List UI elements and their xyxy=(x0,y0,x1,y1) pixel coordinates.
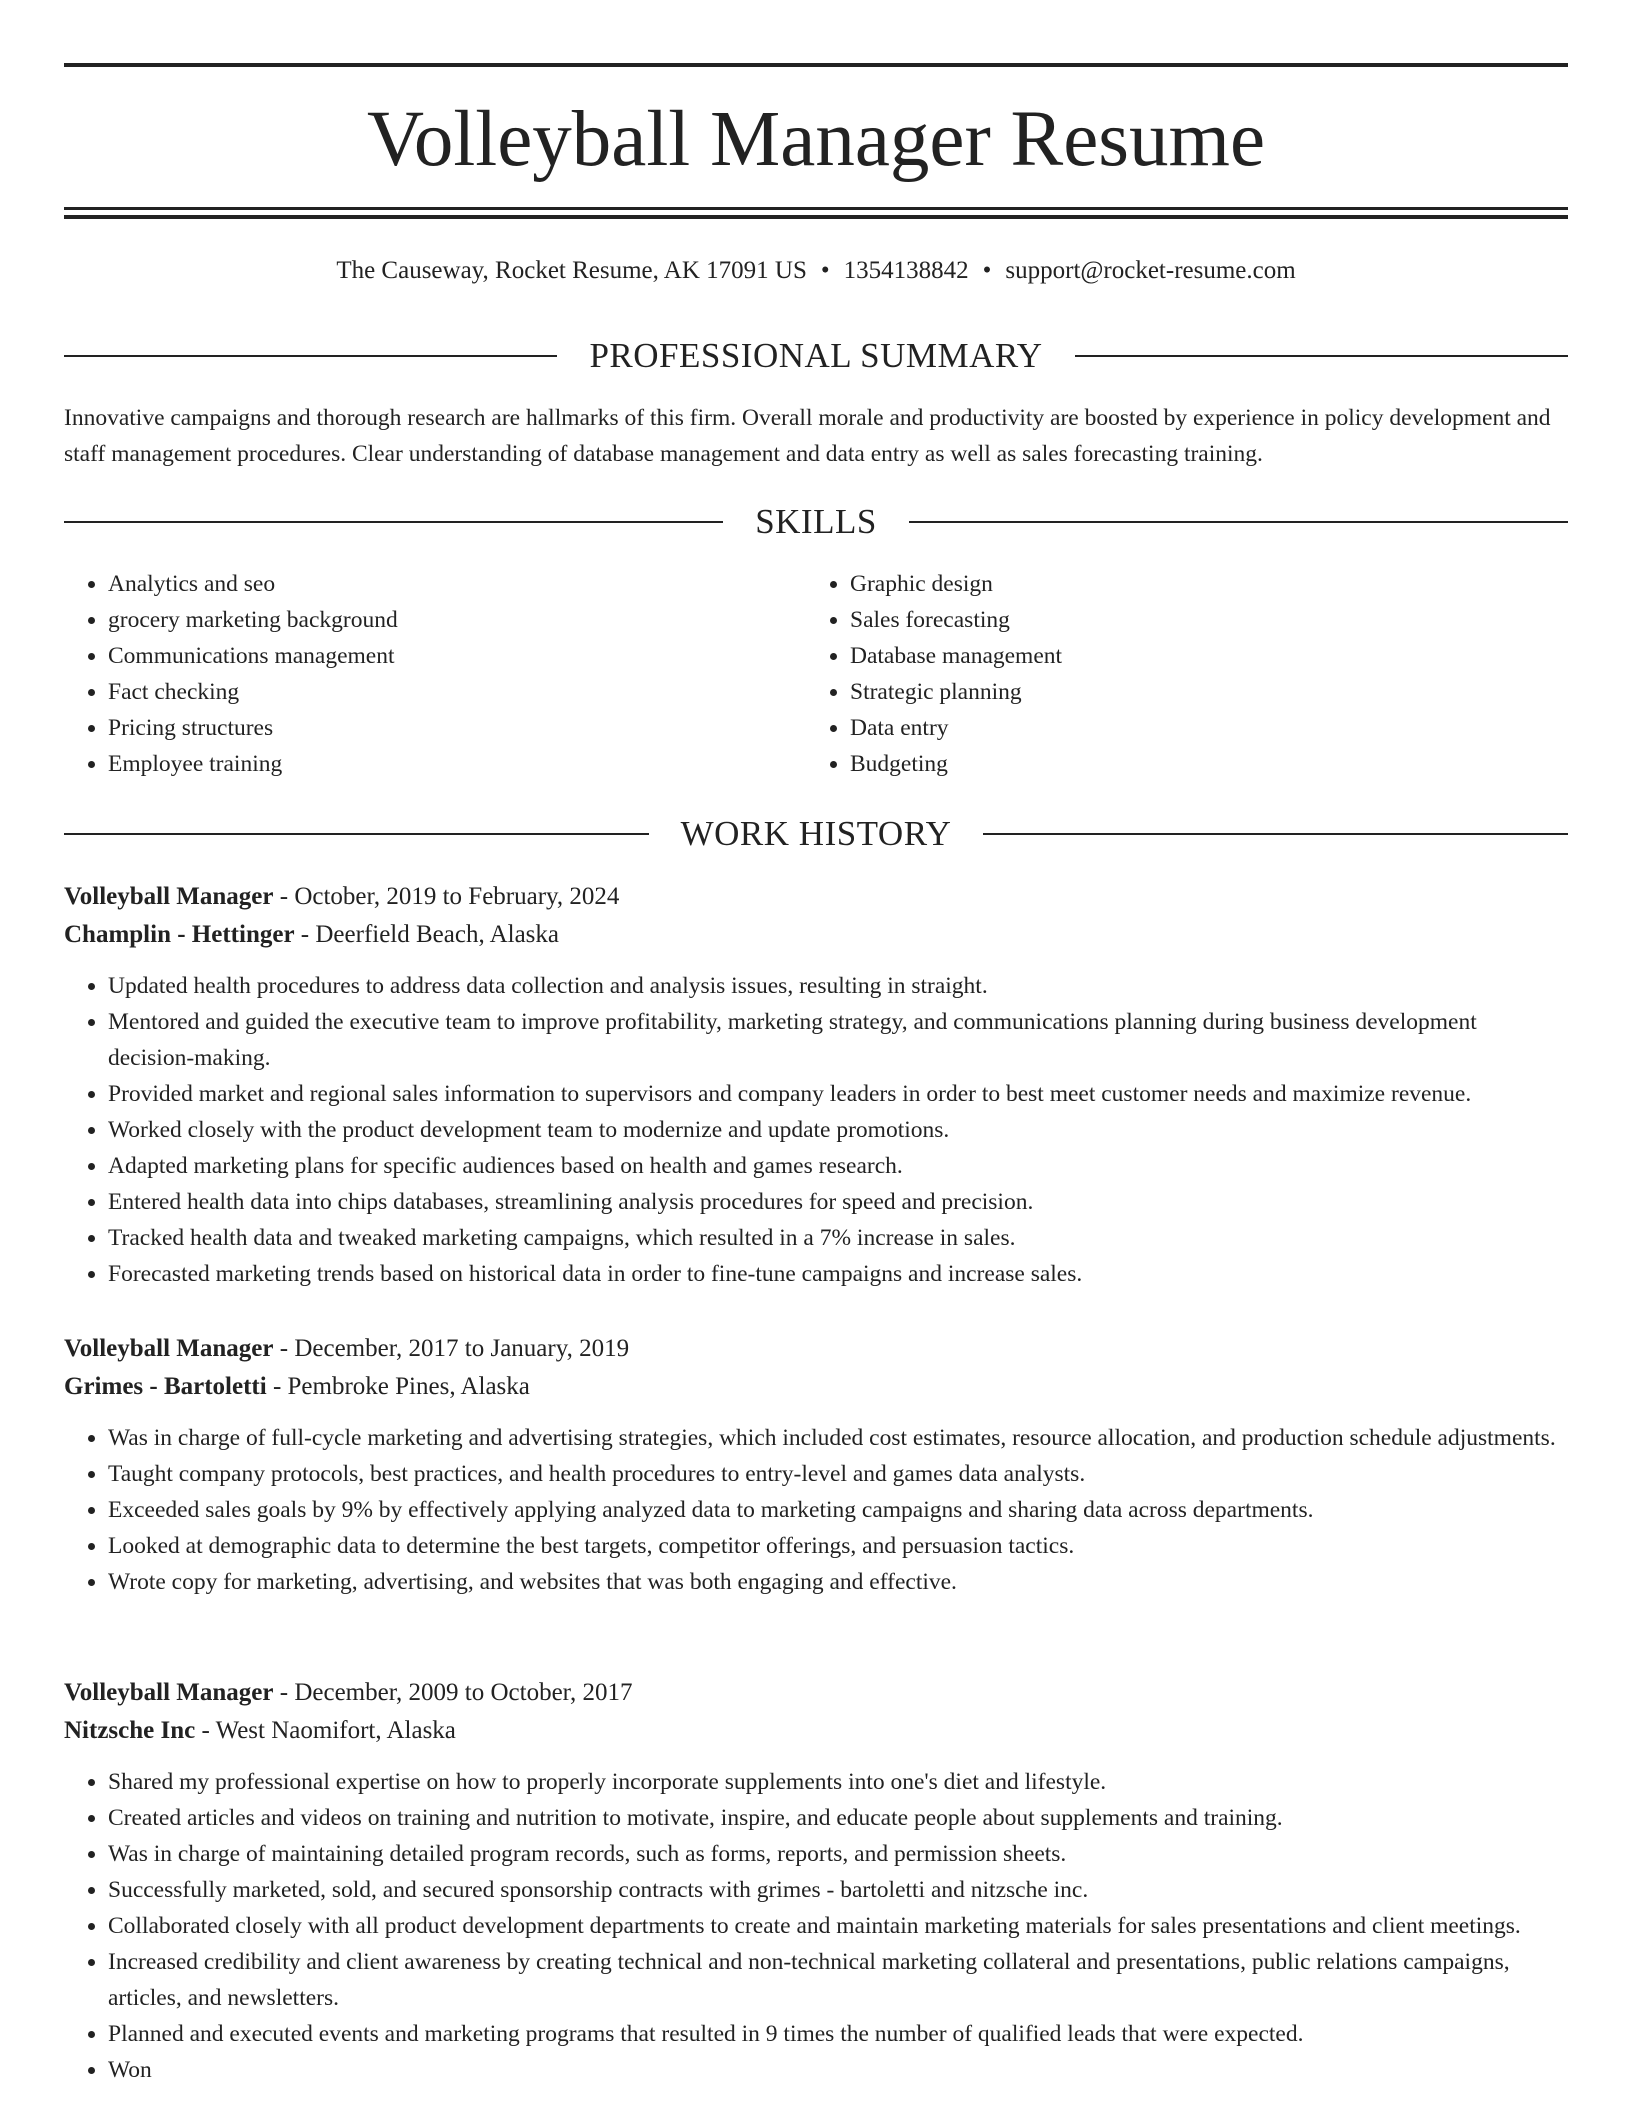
top-rule xyxy=(64,63,1568,67)
job-company-line xyxy=(64,916,1568,954)
section-header-summary xyxy=(64,334,1568,378)
skill-item: • Budgeting xyxy=(850,746,1550,782)
job-title: Volleyball Manager xyxy=(64,1679,274,1706)
title-rule-upper xyxy=(64,207,1568,210)
job-entry xyxy=(64,878,1568,1292)
job-bullet: • Forecasted marketing trends based on historical data in order to fine-tune campaigns and increase sales. xyxy=(108,1256,1568,1292)
job-bullet: • Exceeded sales goals by 9% by effectively applying analyzed data to marketing campaigns and sharing data across departments. xyxy=(108,1492,1568,1528)
skill-item: • Sales forecasting xyxy=(850,602,1550,638)
job-location: - West Naomifort, Alaska xyxy=(195,1717,456,1744)
divider-line xyxy=(64,833,649,835)
job-bullet: • Entered health data into chips databases, streamlining analysis procedures for speed and precision. xyxy=(108,1184,1568,1220)
job-entry xyxy=(64,1674,1568,2088)
job-title-line xyxy=(64,1674,1568,1712)
skill-item: • Strategic planning xyxy=(850,674,1550,710)
section-title-work-history: WORK HISTORY xyxy=(680,814,952,853)
section-title-summary: PROFESSIONAL SUMMARY xyxy=(589,336,1043,375)
divider-line xyxy=(1075,355,1568,357)
job-bullet: • Shared my professional expertise on how to properly incorporate supplements into one's diet and lifestyle. xyxy=(108,1764,1568,1800)
job-bullet: • Created articles and videos on training and nutrition to motivate, inspire, and educate people about supplements and training. xyxy=(108,1800,1568,1836)
job-company: Nitzsche Inc xyxy=(64,1717,196,1744)
skill-item: • Graphic design xyxy=(850,566,1550,602)
job-location: - Pembroke Pines, Alaska xyxy=(266,1373,530,1400)
contact-line xyxy=(64,253,1568,289)
job-bullets xyxy=(64,968,1568,1292)
skill-item: • Analytics and seo xyxy=(108,566,808,602)
skills-list-right xyxy=(806,566,1550,782)
contact-separator: • xyxy=(982,257,992,284)
job-bullets xyxy=(64,1420,1568,1600)
section-title-skills: SKILLS xyxy=(755,502,877,541)
job-title: Volleyball Manager xyxy=(64,1335,274,1362)
divider-line xyxy=(983,833,1568,835)
job-bullet: • Planned and executed events and marketing programs that resulted in 9 times the number of qualified leads that were expected. xyxy=(108,2016,1568,2052)
job-bullet: • Adapted marketing plans for specific audiences based on health and games research. xyxy=(108,1148,1568,1184)
skill-item: • Fact checking xyxy=(108,674,808,710)
skill-item: • Data entry xyxy=(850,710,1550,746)
skill-item: • Pricing structures xyxy=(108,710,808,746)
job-dates: - December, 2009 to October, 2017 xyxy=(273,1679,633,1706)
page-title: Volleyball Manager Resume xyxy=(366,96,1266,183)
divider-line xyxy=(64,521,723,523)
section-header-skills xyxy=(64,500,1568,544)
job-bullet: • Worked closely with the product development team to modernize and update promotions. xyxy=(108,1112,1568,1148)
skill-item: • grocery marketing background xyxy=(108,602,808,638)
job-bullet: • Updated health procedures to address data collection and analysis issues, resulting in straight. xyxy=(108,968,1568,1004)
job-location: - Deerfield Beach, Alaska xyxy=(294,921,560,948)
job-bullets xyxy=(64,1764,1568,2088)
skill-item: • Communications management xyxy=(108,638,808,674)
job-bullet: • Taught company protocols, best practices, and health procedures to entry-level and games data analysts. xyxy=(108,1456,1568,1492)
job-title-line xyxy=(64,1330,1568,1368)
job-company: Champlin - Hettinger xyxy=(64,921,295,948)
job-bullet: • Was in charge of maintaining detailed program records, such as forms, reports, and permission sheets. xyxy=(108,1836,1568,1872)
job-bullet: • Won xyxy=(108,2052,1568,2088)
title-rule-lower xyxy=(64,215,1568,219)
contact-phone: 1354138842 xyxy=(843,257,969,284)
job-bullet: • Provided market and regional sales information to supervisors and company leaders in order to best meet customer needs and maximize revenue. xyxy=(108,1076,1568,1112)
job-company-line xyxy=(64,1712,1568,1750)
job-entry xyxy=(64,1330,1568,1600)
job-dates: - October, 2019 to February, 2024 xyxy=(273,883,620,910)
job-title: Volleyball Manager xyxy=(64,883,274,910)
skill-item: • Database management xyxy=(850,638,1550,674)
job-dates: - December, 2017 to January, 2019 xyxy=(273,1335,630,1362)
divider-line xyxy=(64,355,557,357)
job-bullet: • Successfully marketed, sold, and secured sponsorship contracts with grimes - bartoletti and nitzsche inc. xyxy=(108,1872,1568,1908)
job-bullet: • Mentored and guided the executive team to improve profitability, marketing strategy, and communications planning during business development decision-making. xyxy=(108,1004,1568,1076)
job-company: Grimes - Bartoletti xyxy=(64,1373,267,1400)
divider-line xyxy=(909,521,1568,523)
job-company-line xyxy=(64,1368,1568,1406)
skill-item: • Employee training xyxy=(108,746,808,782)
job-title-line xyxy=(64,878,1568,916)
job-bullet: • Looked at demographic data to determine the best targets, competitor offerings, and persuasion tactics. xyxy=(108,1528,1568,1564)
job-bullet: • Tracked health data and tweaked marketing campaigns, which resulted in a 7% increase in sales. xyxy=(108,1220,1568,1256)
job-bullet: • Wrote copy for marketing, advertising, and websites that was both engaging and effective. xyxy=(108,1564,1568,1600)
job-bullet: • Collaborated closely with all product development departments to create and maintain marketing materials for sales presentations and client meetings. xyxy=(108,1908,1568,1944)
section-header-work-history xyxy=(64,812,1568,856)
contact-separator: • xyxy=(820,257,830,284)
job-bullet: • Increased credibility and client awareness by creating technical and non-technical marketing collateral and presentations, public relations campaigns, articles, and newsletters. xyxy=(108,1944,1568,2016)
summary-paragraph: Innovative campaigns and thorough research are hallmarks of this firm. Overall morale and productivity are boosted by experience in policy development and staff management procedures. Clear understanding of database management and data entry as well as sales forecasting training. xyxy=(64,405,1551,467)
contact-address: The Causeway, Rocket Resume, AK 17091 US xyxy=(336,257,807,284)
skills-list-left xyxy=(64,566,808,782)
job-bullet: • Was in charge of full-cycle marketing and advertising strategies, which included cost estimates, resource allocation, and production schedule adjustments. xyxy=(108,1420,1568,1456)
contact-email: support@rocket-resume.com xyxy=(1005,257,1296,284)
